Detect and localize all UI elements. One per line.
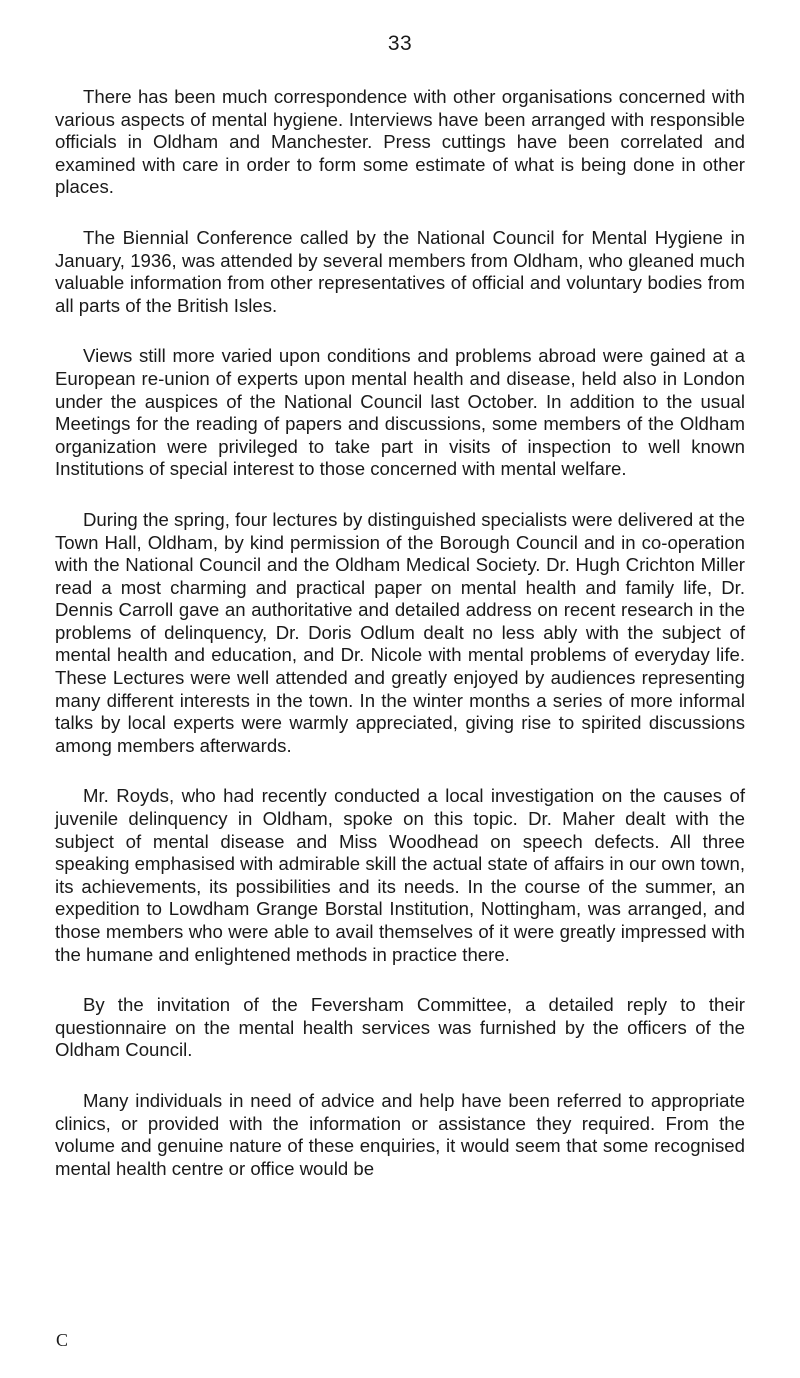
body-text [55, 86, 745, 1208]
paragraph-biennial-conference: The Biennial Conference called by the National Council for Mental Hygiene in January, 1936, was attended by several members from Oldham, who gleaned much valuable information from other representatives of official and voluntary bodies from all parts of the British Isles. [55, 226, 745, 316]
paragraph-european-reunion: Views still more varied upon conditions and problems abroad were gained at a European re-union of experts upon mental health and disease, held also in London under the auspices of the National Council last October. In addition to the usual Meetings for the reading of papers and discussions, some members of the Oldham organization were privileged to take part in visits of inspection to well known Institutions of special interest to those concerned with mental welfare. [55, 345, 745, 480]
signature-mark: C [56, 1330, 69, 1350]
paragraph-individual-advice: Many individuals in need of advice and help have been referred to appropriate clinics, or provided with the information or assistance they required. From the volume and genuine nature of these enquiries, it would seem that some recognised mental health centre or office would be [55, 1089, 745, 1179]
paragraph-correspondence: There has been much correspondence with other organisations concerned with various aspects of mental hygiene. Interviews have been arranged with responsible officials in Oldham and Manchester. Press cuttings have been correlated and examined with care in order to form some estimate of what is being done in other places. [55, 86, 745, 198]
paragraph-local-talks: Mr. Royds, who had recently conducted a local investigation on the causes of juvenile delinquency in Oldham, spoke on this topic. Dr. Maher dealt with the subject of mental disease and Miss Woodhead on speech defects. All three speaking emphasised with admirable skill the actual state of affairs in our own town, its achievements, its possibilities and its needs. In the course of the summer, an expedition to Lowdham Grange Borstal Institution, Nottingham, was arranged, and those members who were able to avail themselves of it were greatly impressed with the humane and enlightened methods in practice there. [55, 785, 745, 965]
paragraph-spring-lectures: During the spring, four lectures by distinguished specialists were delivered at the Town Hall, Oldham, by kind permission of the Borough Council and in co-operation with the National Council and the Oldham Medical Society. Dr. Hugh Crichton Miller read a most charming and practical paper on mental health and family life, Dr. Dennis Carroll gave an authoritative and detailed address on recent research in the problems of delinquency, Dr. Doris Odlum dealt no less ably with the subject of mental health and education, and Dr. Nicole with mental problems of everyday life. These Lectures were well attended and greatly enjoyed by audiences representing many different interests in the town. In the winter months a series of more informal talks by local experts were warmly appreciated, giving rise to spirited discussions among members afterwards. [55, 508, 745, 756]
page-number: 33 [387, 32, 413, 55]
paragraph-feversham-committee: By the invitation of the Feversham Committee, a detailed reply to their questionnaire on the mental health services was furnished by the officers of the Oldham Council. [55, 994, 745, 1061]
